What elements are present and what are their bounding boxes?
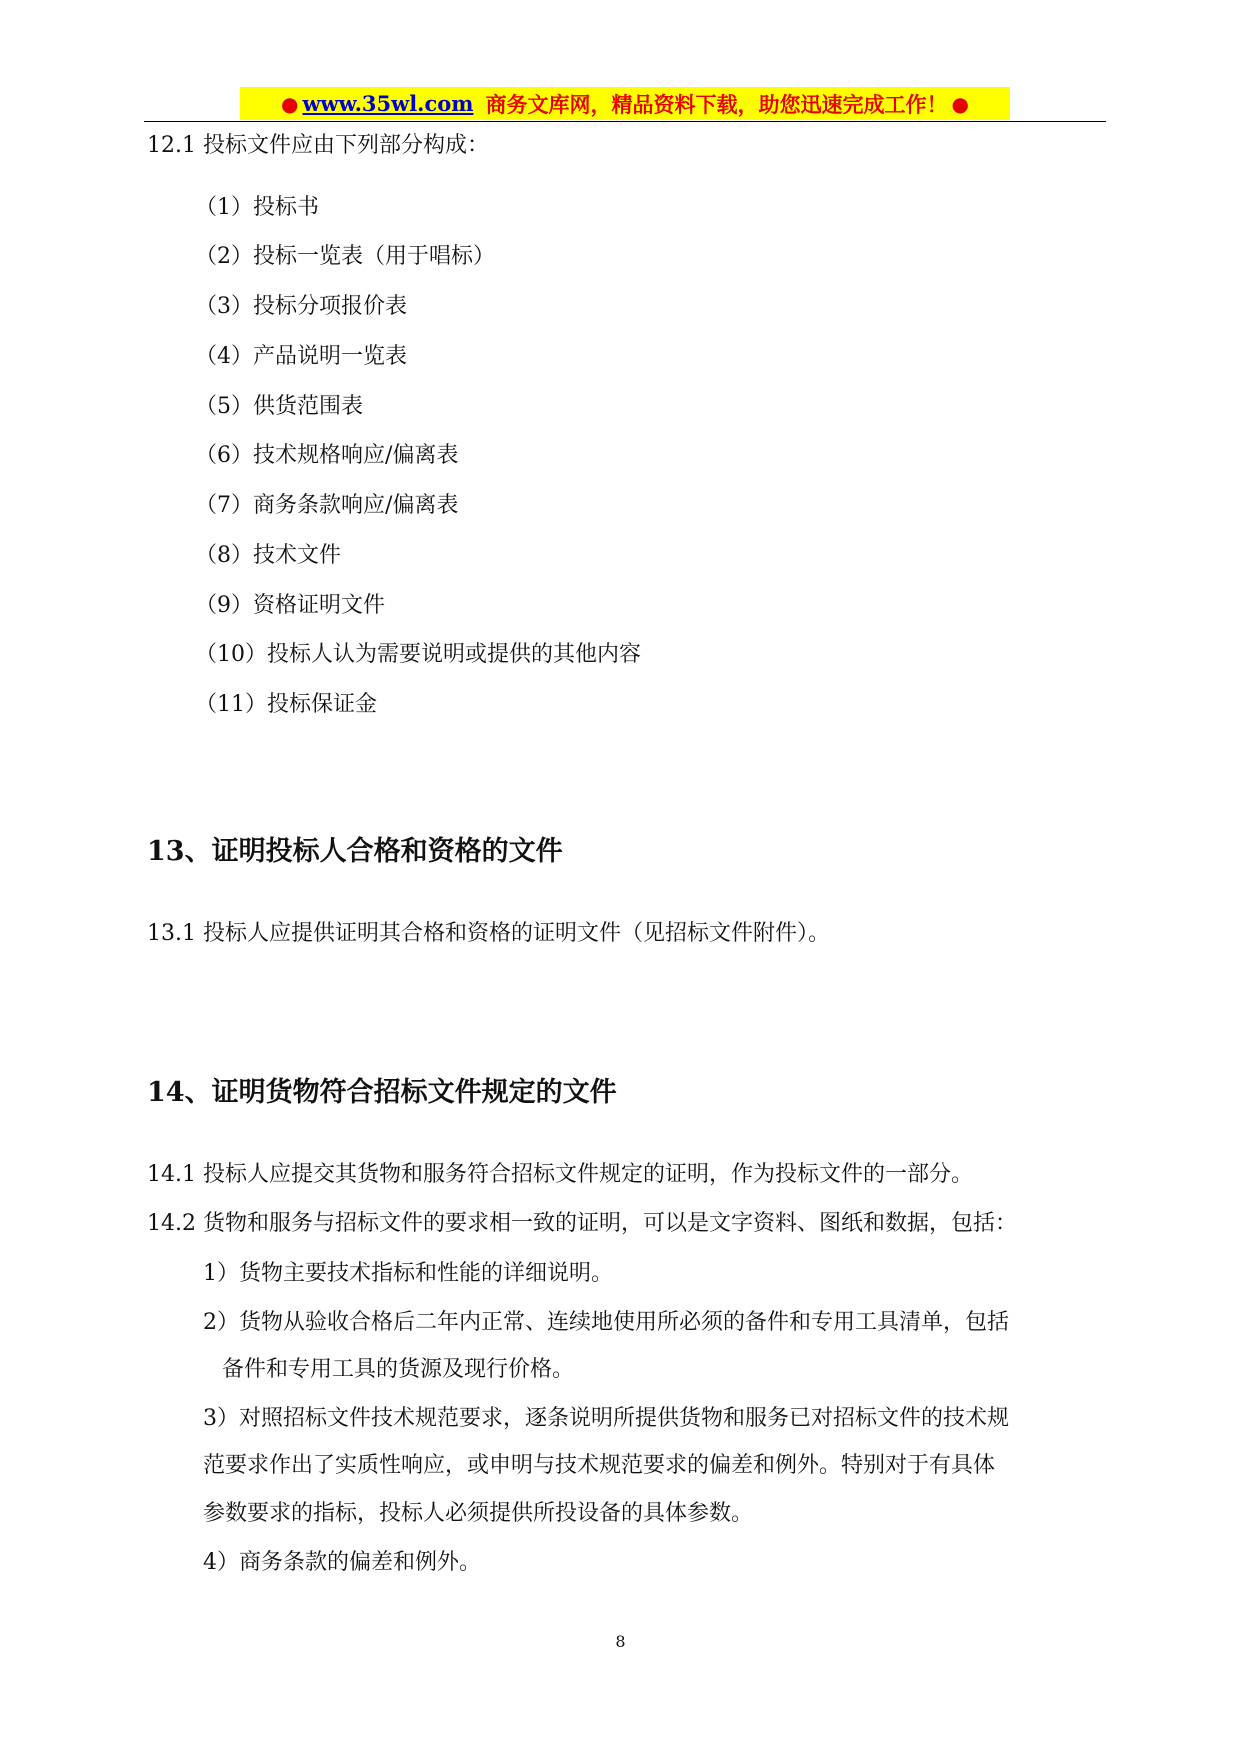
list-item: （5）供货范围表	[195, 394, 363, 419]
list-item: （1）投标书	[195, 195, 319, 220]
section-14-paragraph-1: 14.1 投标人应提交其货物和服务符合招标文件规定的证明，作为投标文件的一部分。	[147, 1162, 973, 1187]
section-13-paragraph: 13.1 投标人应提供证明其合格和资格的证明文件（见招标文件附件）。	[147, 921, 830, 946]
section-14-sub-2-line-1: 2）货物从验收合格后二年内正常、连续地使用所必须的备件和专用工具清单，包括	[203, 1310, 1009, 1335]
header-banner	[240, 87, 1010, 120]
red-dot-icon: ●	[951, 91, 969, 116]
section-14-sub-1: 1）货物主要技术指标和性能的详细说明。	[203, 1261, 613, 1286]
section-13-title: 13、证明投标人合格和资格的文件	[147, 836, 563, 867]
section-14-title: 14、证明货物符合招标文件规定的文件	[147, 1077, 617, 1108]
section-14-paragraph-2: 14.2 货物和服务与招标文件的要求相一致的证明，可以是文字资料、图纸和数据，包括：	[147, 1211, 1017, 1236]
header-rule	[144, 121, 1106, 122]
list-item: （6）技术规格响应/偏离表	[195, 443, 459, 468]
section-12-intro: 12.1 投标文件应由下列部分构成：	[147, 133, 489, 158]
list-item: （11）投标保证金	[195, 692, 377, 717]
list-item: （9）资格证明文件	[195, 593, 385, 618]
section-14-sub-2-line-2: 备件和专用工具的货源及现行价格。	[222, 1357, 575, 1382]
header-slogan: 商务文库网，精品资料下载，助您迅速完成工作！	[485, 91, 948, 117]
section-14-sub-3-line-3: 参数要求的指标，投标人必须提供所投设备的具体参数。	[203, 1501, 754, 1526]
list-item: （2）投标一览表（用于唱标）	[195, 244, 495, 269]
site-link[interactable]: www.35wl.com	[302, 91, 474, 116]
section-14-sub-4: 4）商务条款的偏差和例外。	[203, 1550, 481, 1575]
list-item: （10）投标人认为需要说明或提供的其他内容	[195, 642, 641, 667]
list-item: （4）产品说明一览表	[195, 344, 407, 369]
section-14-sub-3-line-1: 3）对照招标文件技术规范要求，逐条说明所提供货物和服务已对招标文件的技术规	[203, 1406, 1009, 1431]
section-14-sub-3-line-2: 范要求作出了实质性响应，或申明与技术规范要求的偏差和例外。特别对于有具体	[203, 1453, 996, 1478]
list-item: （3）投标分项报价表	[195, 294, 407, 319]
list-item: （8）技术文件	[195, 543, 341, 568]
list-item: （7）商务条款响应/偏离表	[195, 493, 459, 518]
page-number: 8	[615, 1632, 626, 1651]
red-dot-icon: ●	[281, 91, 299, 116]
